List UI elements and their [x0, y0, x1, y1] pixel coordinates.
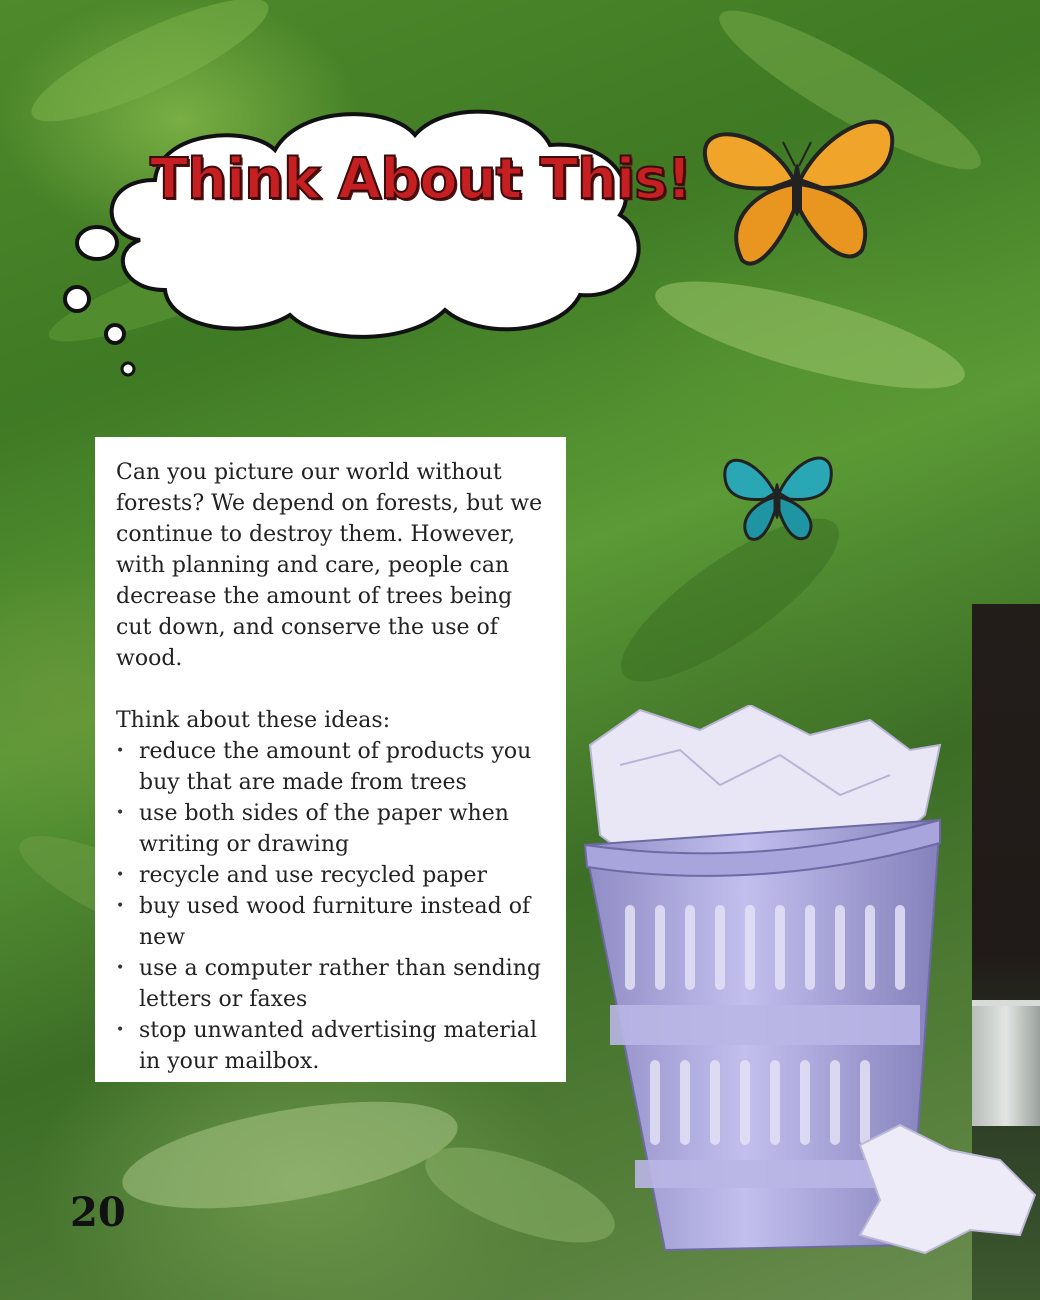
- list-item: • use both sides of the paper when writing or drawing: [116, 798, 552, 860]
- list-item: • buy used wood furniture instead of new: [116, 891, 552, 953]
- orange-butterfly-icon: [700, 100, 895, 275]
- page-title: Think About This!: [150, 147, 692, 212]
- list-item: • recycle and use recycled paper: [116, 860, 552, 891]
- list-item: • use a computer rather than sending letters or faxes: [116, 953, 552, 1015]
- intro-paragraph: Can you picture our world without forests? We depend on forests, but we continue to destroy them. However, with planning and care, people can decrease the amount of trees being cut down, and conserve the use of wood.: [116, 460, 543, 671]
- thought-bubble: [60, 85, 692, 385]
- waste-basket-icon: [580, 705, 1040, 1265]
- list-item: • stop unwanted advertising material in your mailbox.: [116, 1015, 552, 1077]
- blue-butterfly-icon: [720, 445, 835, 545]
- list-item: • reduce the amount of products you buy that are made from trees: [116, 736, 552, 798]
- page-number: 20: [70, 1189, 126, 1236]
- ideas-lead: Think about these ideas:: [116, 708, 391, 733]
- ideas-list: [116, 736, 552, 1077]
- text-box: [95, 437, 566, 1082]
